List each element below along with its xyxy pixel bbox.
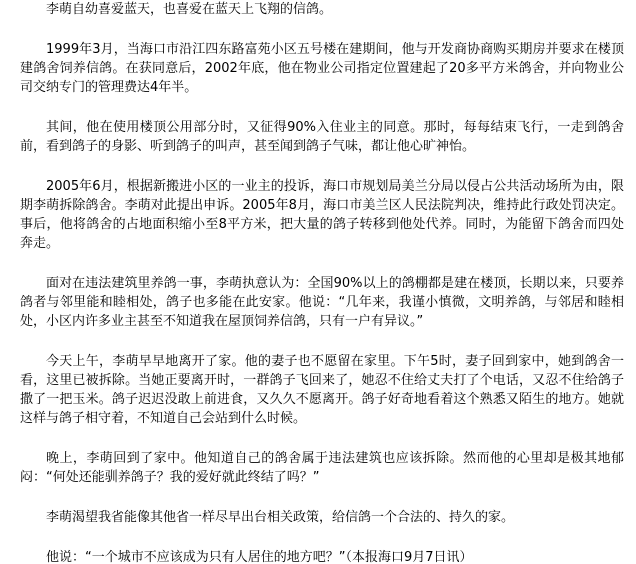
- paragraph-gap: [20, 527, 624, 548]
- paragraph-gap: [20, 331, 624, 352]
- paragraph-complaint: 2005年6月，根据新搬进小区的一业主的投诉，海口市规划局美兰分局以侵占公共活动场所为由，限期李萌拆除鸽舍。李萌对此提出申诉。2005年8月，海口市美兰区人民法院判决，维持此行政处罚决定。事后，他将鸽舍的占地面积缩小至8平方米，把大量的鸽子转移到他处代养。同时，为能留下鸽舍而四处奔走。: [20, 179, 624, 251]
- paragraph-evening: 晚上，李萌回到了家中。他知道自己的鸽舍属于违法建筑也应该拆除。然而他的心里却是极其地郁闷：“何处还能驯养鸽子？我的爱好就此终结了吗？”: [20, 451, 624, 485]
- paragraph-hope: 李萌渴望我省能像其他省一样尽早出台相关政策，给信鸽一个合法的、持久的家。: [46, 510, 515, 525]
- paragraph-gap: [20, 97, 624, 118]
- paragraph-gap: [20, 19, 624, 40]
- paragraph-gap: [20, 253, 624, 274]
- paragraph-gap: [20, 428, 624, 449]
- paragraph-gap: [20, 487, 624, 508]
- paragraph-closing-quote: 他说：“一个城市不应该成为只有人居住的地方吧？”（本报海口9月7日讯）: [46, 550, 473, 564]
- paragraph-intro: 李萌自幼喜爱蓝天，也喜爱在蓝天上飞翔的信鸽。: [46, 2, 333, 17]
- paragraph-background: 1999年3月，当海口市沿江四东路富苑小区五号楼在建期间，他与开发商协商购买期房并要求在楼顶建鸽舍饲养信鸽。在获同意后，2002年底，他在物业公司指定位置建起了20多平方米鸽舍，并向物业公司交纳专门的管理费达4年半。: [20, 42, 624, 95]
- paragraph-argument: 面对在违法建筑里养鸽一事，李萌执意认为：全国90%以上的鸽棚都是建在楼顶，长期以来，只要养鸽者与邻里能和睦相处，鸽子也多能在此安家。他说：“几年来，我谨小慎微，文明养鸽，与邻居和睦相处，小区内许多业主甚至不知道我在屋顶饲养信鸽，只有一户有异议。”: [20, 276, 624, 329]
- paragraph-consent: 其间，他在使用楼顶公用部分时，又征得90%入住业主的同意。那时，每每结束飞行，一走到鸽舍前，看到鸽子的身影、听到鸽子的叫声，甚至闻到鸽子气味，都让他心旷神怡。: [20, 120, 624, 154]
- paragraph-gap: [20, 156, 624, 177]
- paragraph-demolition: 今天上午，李萌早早地离开了家。他的妻子也不愿留在家里。下午5时，妻子回到家中，她到鸽舍一看，这里已被拆除。当她正要离开时，一群鸽子飞回来了，她忍不住给丈夫打了个电话，又忍不住给鸽子撒了一把玉米。鸽子迟迟没敢上前进食，又久久不愿离开。鸽子好奇地看着这个熟悉又陌生的地方。她就这样与鸽子相守着，不知道自己会站到什么时候。: [20, 354, 624, 426]
